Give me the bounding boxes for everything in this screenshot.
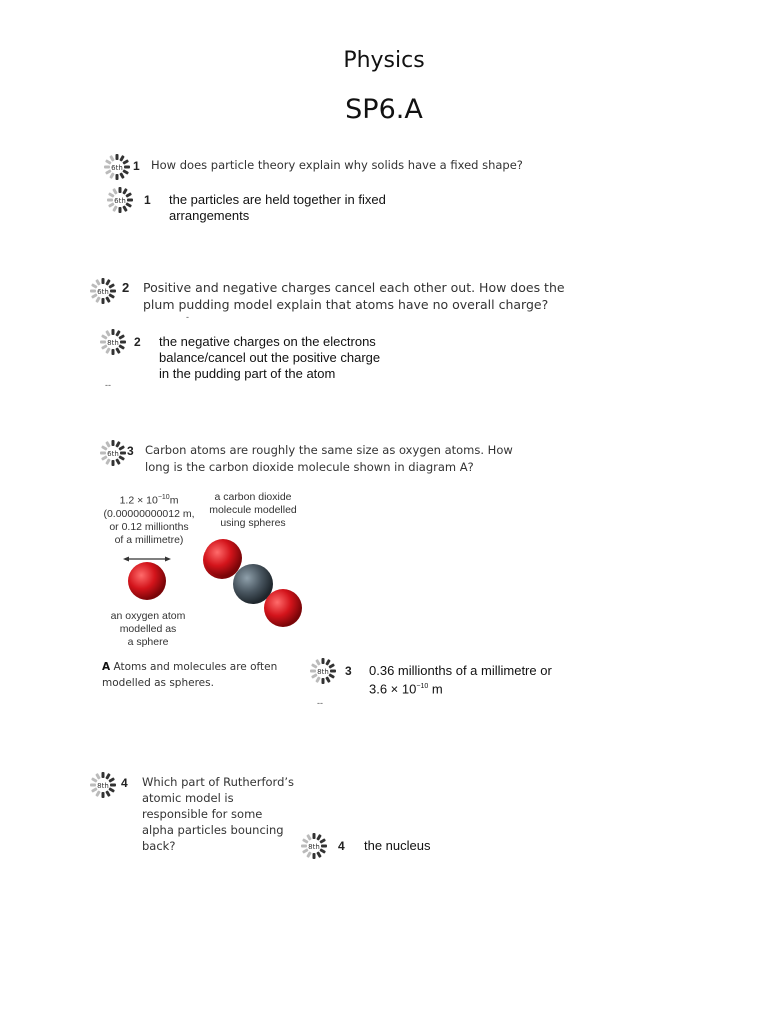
answer-badge-icon [300, 832, 328, 865]
question-number: 3 [127, 444, 134, 458]
question-text: Which part of Rutherford’s atomic model is responsible for some alpha particles bouncing back? [142, 775, 295, 853]
answer-text: the particles are held together in fixed arrangements [169, 192, 386, 223]
svg-text:8th: 8th [97, 782, 109, 790]
answer-number: 4 [338, 839, 345, 853]
svg-text:8th: 8th [317, 668, 329, 676]
svg-text:6th: 6th [97, 288, 109, 296]
page-subject: Physics [343, 48, 425, 73]
co2-oxygen-atom-top [203, 538, 243, 578]
svg-text:8th: 8th [107, 339, 119, 347]
oxygen-atom-label: an oxygen atom modelled as a sphere [110, 610, 186, 648]
scan-mark: -- [317, 698, 323, 708]
grade-badge-icon [89, 771, 117, 804]
svg-text:6th: 6th [107, 450, 119, 458]
question-text: Positive and negative charges cancel each other out. How does the plum pudding model explain that atoms have no overall charge? [143, 280, 565, 312]
page-title: SP6.A [345, 94, 423, 125]
question-number: 4 [121, 776, 128, 790]
answer-number: 2 [134, 335, 141, 349]
atom-size-label: $1.2 \times 10^{-10}m$ (0.00000000012 m, or 0.12 millionths of a millimetre) [103, 494, 195, 546]
grade-badge-icon [103, 153, 131, 186]
grade-badge-icon [99, 439, 127, 472]
diagram-caption: A Atoms and molecules are often modelled as spheres. [102, 661, 278, 689]
question-text: Carbon atoms are roughly the same size as oxygen atoms. How long is the carbon dioxide molecule shown in diagram A? [145, 443, 513, 474]
answer-badge-icon [106, 186, 134, 219]
oxygen-atom [128, 562, 166, 600]
scan-mark: -- [105, 380, 111, 390]
answer-badge-icon [309, 657, 337, 690]
question-text: How does particle theory explain why solids have a fixed shape? [151, 158, 523, 172]
molecule-label: a carbon dioxide molecule modelled using spheres [209, 491, 297, 529]
co2-oxygen-atom [264, 589, 302, 627]
question-number: 2 [122, 280, 130, 295]
answer-text: the nucleus [364, 838, 431, 853]
answer-text: 0.36 millionths of a millimetre or $3.6 \times 10^{-10}$ m [369, 663, 552, 697]
question-number: 1 [133, 159, 140, 173]
answer-number: 3 [345, 664, 352, 678]
svg-text:8th: 8th [308, 843, 320, 851]
svg-text:6th: 6th [114, 197, 126, 205]
grade-badge-icon [89, 277, 117, 310]
size-arrow [123, 557, 171, 562]
answer-text: the negative charges on the electrons balance/cancel out the positive charge in the pudding part of the atom [159, 334, 381, 381]
scan-mark: - [186, 312, 189, 322]
answer-badge-icon [99, 328, 127, 361]
answer-number: 1 [144, 193, 151, 207]
svg-text:6th: 6th [111, 164, 123, 172]
